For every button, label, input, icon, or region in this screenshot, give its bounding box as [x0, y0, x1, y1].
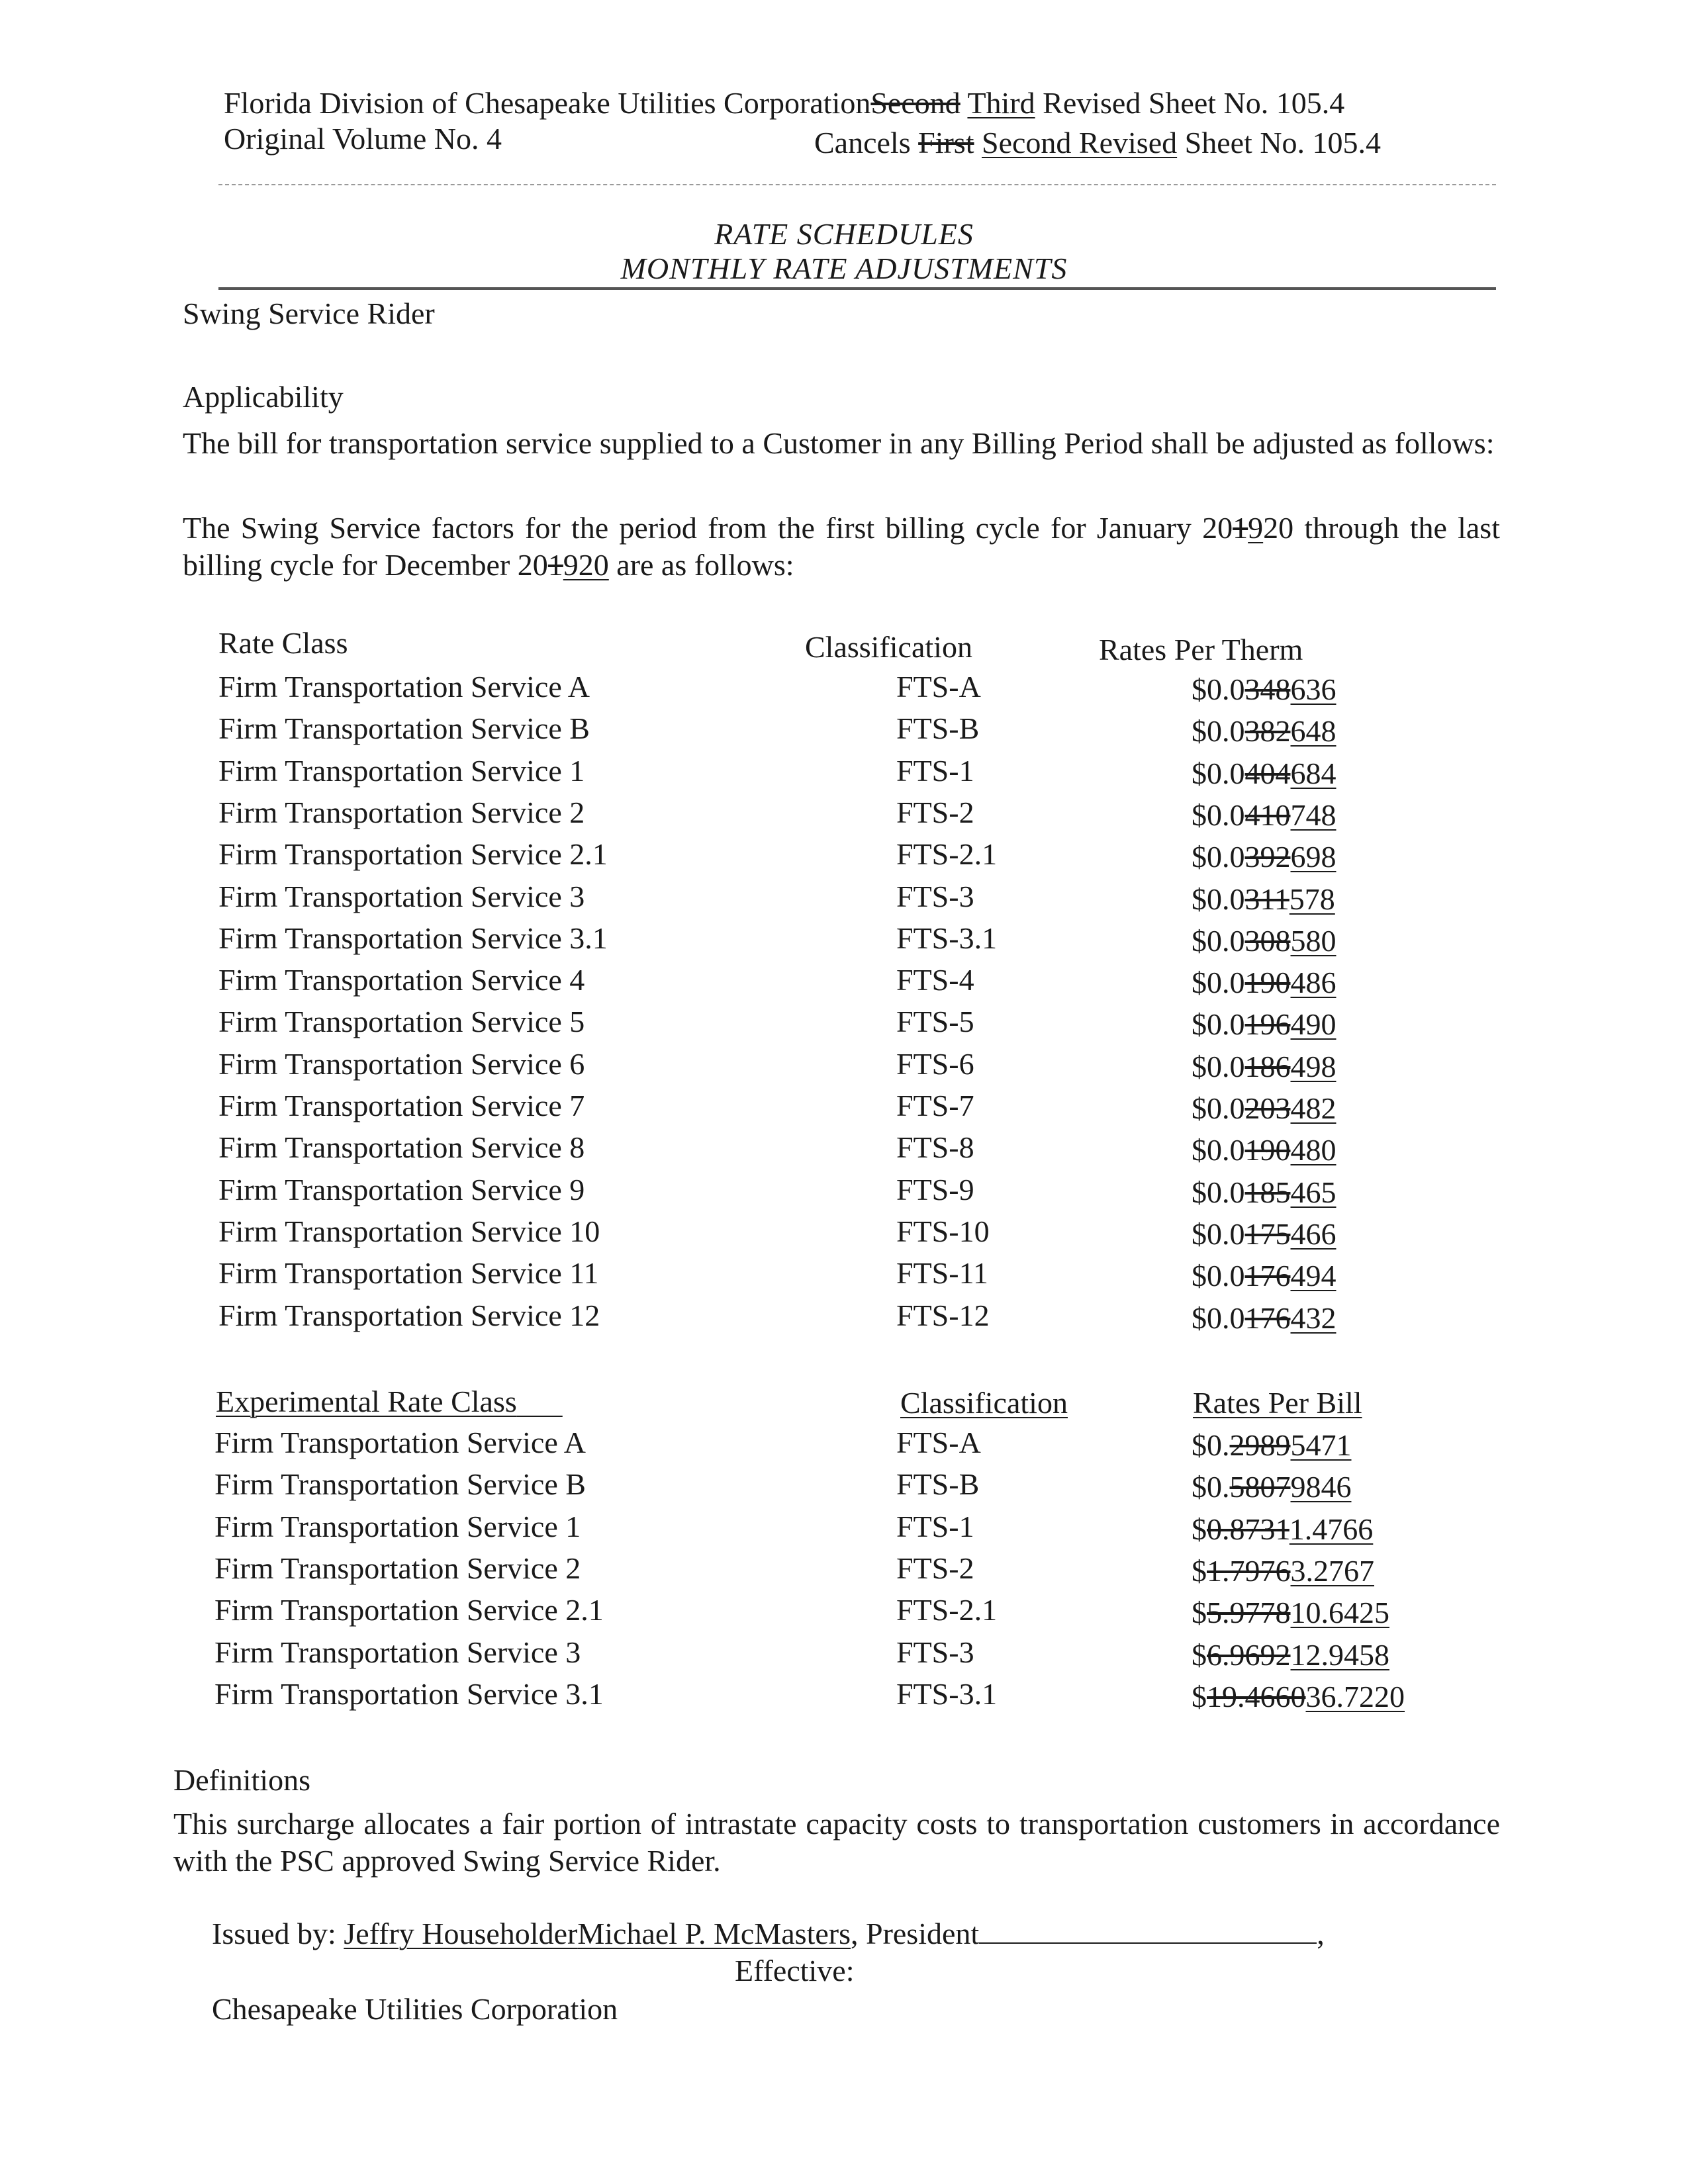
rate-new-digits: 1.4766 [1289, 1512, 1374, 1546]
rate-old-digits: 348 [1244, 672, 1291, 706]
rate-prefix: $ [1192, 1679, 1207, 1713]
rate-prefix: $0.0 [1192, 1007, 1245, 1042]
rate-class-name: Firm Transportation Service 8 [218, 1130, 585, 1165]
rate-class-name: Firm Transportation Service 11 [218, 1256, 599, 1291]
rate-prefix: $0.0 [1192, 1091, 1245, 1125]
header-divider [218, 184, 1496, 185]
rate-prefix: $0.0 [1192, 1300, 1245, 1335]
issuer-new: Jeffry Householder [344, 1917, 578, 1950]
classification-code: FTS-3 [896, 1635, 974, 1669]
applicability-paragraph-1: The bill for transportation service supplied to a Customer in any Billing Period shall be adjusted as follows: [183, 426, 1495, 460]
period-old-year-1: 1 [1233, 511, 1248, 545]
rate-old-digits: 308 [1244, 923, 1291, 958]
rate-old-digits: 190 [1244, 966, 1291, 1000]
rate-value [1192, 1553, 1374, 1590]
rate-class-name: Firm Transportation Service 2.1 [218, 837, 608, 872]
classification-code: FTS-2 [896, 795, 974, 829]
cancels-old: First [918, 126, 974, 159]
classification-code: FTS-9 [896, 1172, 974, 1206]
sheet-revision-old: Second [870, 86, 961, 120]
rate-prefix: $ [1192, 1637, 1207, 1672]
rate-old-digits: 382 [1244, 714, 1291, 749]
classification-code: FTS-5 [896, 1005, 974, 1039]
rate-new-digits: 486 [1290, 966, 1336, 1000]
rate-old-digits: 185 [1244, 1175, 1291, 1209]
rate-new-digits: 12.9458 [1290, 1637, 1389, 1672]
rate-value [1192, 755, 1336, 792]
rate-old-digits: 5.9778 [1207, 1596, 1291, 1630]
experimental-table-header-class: Experimental Rate Class [216, 1385, 517, 1418]
volume-label: Original Volume No. 4 [224, 122, 502, 156]
classification-code: FTS-10 [896, 1214, 990, 1248]
classification-code: FTS-2.1 [896, 837, 998, 872]
rate-old-digits: 190 [1244, 1133, 1291, 1167]
issued-by-label: Issued by: [212, 1917, 336, 1950]
rate-old-digits: 2989 [1229, 1428, 1291, 1462]
rate-table-header-rates: Rates Per Therm [1099, 633, 1303, 666]
rate-old-digits: 404 [1244, 756, 1291, 790]
classification-code: FTS-7 [896, 1089, 974, 1122]
period-old-year-2: 1 [547, 548, 563, 582]
rate-prefix: $0.0 [1192, 840, 1245, 874]
rate-new-digits: 466 [1290, 1216, 1336, 1251]
period-text-c: are as follows: [608, 548, 794, 582]
classification-code: FTS-3 [896, 879, 974, 913]
rate-new-digits: 5471 [1290, 1428, 1352, 1462]
rate-value [1192, 1469, 1352, 1506]
period-text-a: The Swing Service factors for the period from the first billing cycle for January 20 [183, 511, 1233, 545]
classification-code: FTS-8 [896, 1130, 974, 1165]
rate-new-digits: 36.7220 [1305, 1679, 1405, 1713]
cancels-new: Second Revised [982, 126, 1178, 159]
rate-prefix: $0.0 [1192, 797, 1245, 832]
classification-code: FTS-1 [896, 753, 974, 788]
classification-code: FTS-B [896, 711, 980, 746]
rate-prefix: $0.0 [1192, 882, 1245, 916]
rate-value [1192, 1257, 1336, 1295]
rate-old-digits: 186 [1244, 1049, 1291, 1083]
rate-old-digits: 311 [1244, 882, 1289, 916]
rate-prefix: $0. [1192, 1428, 1230, 1462]
rate-class-name: Firm Transportation Service 12 [218, 1298, 600, 1332]
rate-prefix: $0.0 [1192, 672, 1245, 706]
rate-class-name: Firm Transportation Service A [214, 1426, 586, 1459]
rate-class-name: Firm Transportation Service B [214, 1467, 586, 1502]
rate-new-digits: 748 [1290, 797, 1336, 832]
rider-title: Swing Service Rider [183, 296, 435, 330]
rate-prefix: $0.0 [1192, 714, 1245, 749]
rate-old-digits: 19.4660 [1207, 1679, 1306, 1713]
rate-class-name: Firm Transportation Service 10 [218, 1214, 600, 1248]
rate-prefix: $0.0 [1192, 923, 1245, 958]
rate-new-digits: 3.2767 [1290, 1553, 1374, 1588]
rate-new-digits: 480 [1290, 1133, 1336, 1167]
rate-prefix: $0.0 [1192, 1259, 1245, 1293]
header-line-1 [224, 85, 1344, 122]
rate-new-digits: 482 [1290, 1091, 1336, 1125]
rate-prefix: $0.0 [1192, 1175, 1245, 1209]
rate-old-digits: 0.8731 [1207, 1512, 1289, 1546]
rate-class-name: Firm Transportation Service 6 [218, 1046, 585, 1081]
rate-new-digits: 490 [1290, 1007, 1336, 1042]
classification-code: FTS-11 [896, 1256, 988, 1291]
rate-new-digits: 432 [1290, 1300, 1336, 1335]
sheet-revision-new: Third [967, 86, 1035, 120]
rate-value [1192, 1678, 1405, 1715]
rate-class-name: Firm Transportation Service 7 [218, 1089, 585, 1122]
issued-by-line [212, 1915, 1325, 1952]
issuer-title: , President [850, 1917, 980, 1950]
classification-code: FTS-3.1 [896, 921, 998, 955]
rate-class-name: Firm Transportation Service B [218, 711, 590, 746]
cancels-sheet-number: Sheet No. 105.4 [1184, 126, 1382, 159]
rate-value [1192, 1090, 1336, 1127]
rate-prefix: $0.0 [1192, 1133, 1245, 1167]
rate-value [1192, 1048, 1336, 1085]
classification-code: FTS-A [896, 670, 981, 704]
classification-code: FTS-3.1 [896, 1676, 998, 1711]
rate-class-name: Firm Transportation Service 1 [214, 1509, 581, 1543]
rate-value [1192, 964, 1336, 1001]
rate-value [1192, 881, 1335, 918]
rate-value [1192, 1006, 1336, 1043]
definitions-heading: Definitions [173, 1763, 310, 1797]
section-title-rate-schedules: RATE SCHEDULES [714, 217, 974, 251]
rate-new-digits: 498 [1290, 1049, 1336, 1083]
rate-old-digits: 203 [1244, 1091, 1291, 1125]
rate-old-digits: 6.9692 [1207, 1637, 1291, 1672]
rate-table-header-class: Rate Class [218, 626, 348, 660]
rate-value [1192, 1511, 1373, 1548]
rate-value [1192, 797, 1336, 834]
rate-new-digits: 580 [1290, 923, 1336, 958]
rate-new-digits: 648 [1290, 714, 1336, 749]
definitions-paragraph: This surcharge allocates a fair portion of intrastate capacity costs to transportation customers in accordance with the PSC approved Swing Service Rider. [173, 1807, 1500, 1878]
classification-code: FTS-1 [896, 1509, 974, 1543]
sheet-number: Revised Sheet No. 105.4 [1043, 86, 1345, 120]
applicability-paragraph-2 [183, 510, 1500, 584]
rate-new-digits: 10.6425 [1290, 1596, 1389, 1630]
rate-prefix: $ [1192, 1596, 1207, 1630]
section-title-monthly-adjustments: MONTHLY RATE ADJUSTMENTS [620, 251, 1068, 285]
signature-line [979, 1916, 1317, 1944]
rate-class-name: Firm Transportation Service 1 [218, 753, 585, 788]
classification-code: FTS-2 [896, 1551, 974, 1585]
rate-prefix: $0.0 [1192, 966, 1245, 1000]
rate-new-digits: 698 [1290, 840, 1336, 874]
rate-class-name: Firm Transportation Service 3 [214, 1635, 581, 1669]
rate-prefix: $0.0 [1192, 1049, 1245, 1083]
company-name: Florida Division of Chesapeake Utilities Corporation [224, 86, 871, 120]
classification-code: FTS-2.1 [896, 1593, 998, 1627]
issuer-old: Michael P. McMasters [577, 1917, 851, 1950]
rate-value [1192, 671, 1336, 708]
rate-new-digits: 494 [1290, 1259, 1336, 1293]
effective-label: Effective: [735, 1954, 855, 1987]
rate-prefix: $0. [1192, 1470, 1230, 1504]
classification-code: FTS-6 [896, 1046, 974, 1081]
rate-old-digits: 176 [1244, 1300, 1291, 1335]
period-new-year-2: 920 [563, 548, 609, 582]
rate-new-digits: 636 [1290, 672, 1336, 706]
cancels-label: Cancels [814, 126, 911, 159]
rate-class-name: Firm Transportation Service 5 [218, 1005, 585, 1039]
experimental-table-header-classification: Classification [900, 1386, 1068, 1420]
rate-value [1192, 713, 1336, 750]
rate-class-name: Firm Transportation Service 3.1 [218, 921, 608, 955]
footer-company: Chesapeake Utilities Corporation [212, 1992, 618, 2026]
rate-prefix: $ [1192, 1512, 1207, 1546]
experimental-table-header-rates: Rates Per Bill [1193, 1386, 1362, 1420]
rate-old-digits: 392 [1244, 840, 1291, 874]
rate-class-name: Firm Transportation Service 2 [218, 795, 585, 829]
rate-old-digits: 176 [1244, 1259, 1291, 1293]
section-divider [218, 287, 1496, 290]
rate-old-digits: 175 [1244, 1216, 1291, 1251]
rate-value [1192, 923, 1336, 960]
rate-class-name: Firm Transportation Service A [218, 670, 590, 704]
rate-value [1192, 1637, 1389, 1674]
rate-prefix: $0.0 [1192, 1216, 1245, 1251]
rate-value [1192, 1300, 1336, 1337]
signature-comma: , [1317, 1917, 1325, 1950]
rate-class-name: Firm Transportation Service 3.1 [214, 1676, 604, 1711]
classification-code: FTS-4 [896, 963, 974, 997]
rate-value [1192, 1427, 1352, 1464]
classification-code: FTS-B [896, 1467, 980, 1502]
rate-new-digits: 578 [1289, 882, 1335, 916]
rate-value [1192, 1174, 1336, 1211]
rate-new-digits: 9846 [1290, 1470, 1352, 1504]
rate-old-digits: 1.7976 [1207, 1553, 1291, 1588]
rate-value [1192, 1132, 1336, 1169]
rate-new-digits: 465 [1290, 1175, 1336, 1209]
rate-value [1192, 839, 1336, 876]
rate-old-digits: 5807 [1229, 1470, 1291, 1504]
classification-code: FTS-A [896, 1426, 981, 1459]
rate-value [1192, 1594, 1389, 1631]
rate-table-header-classification: Classification [805, 630, 972, 664]
rate-prefix: $ [1192, 1553, 1207, 1588]
rate-old-digits: 196 [1244, 1007, 1291, 1042]
rate-class-name: Firm Transportation Service 2.1 [214, 1593, 604, 1627]
rate-old-digits: 410 [1244, 797, 1291, 832]
rate-class-name: Firm Transportation Service 2 [214, 1551, 581, 1585]
rate-value [1192, 1216, 1336, 1253]
applicability-heading: Applicability [183, 380, 344, 414]
cancels-line [814, 124, 1381, 161]
period-new-year-1: 9 [1248, 511, 1264, 545]
classification-code: FTS-12 [896, 1298, 990, 1332]
rate-class-name: Firm Transportation Service 3 [218, 879, 585, 913]
rate-class-name: Firm Transportation Service 4 [218, 963, 585, 997]
rate-class-name: Firm Transportation Service 9 [218, 1172, 585, 1206]
period-text-b: 20 through the last billing cycle for December 20 [183, 511, 1500, 582]
rate-new-digits: 684 [1290, 756, 1336, 790]
rate-prefix: $0.0 [1192, 756, 1245, 790]
